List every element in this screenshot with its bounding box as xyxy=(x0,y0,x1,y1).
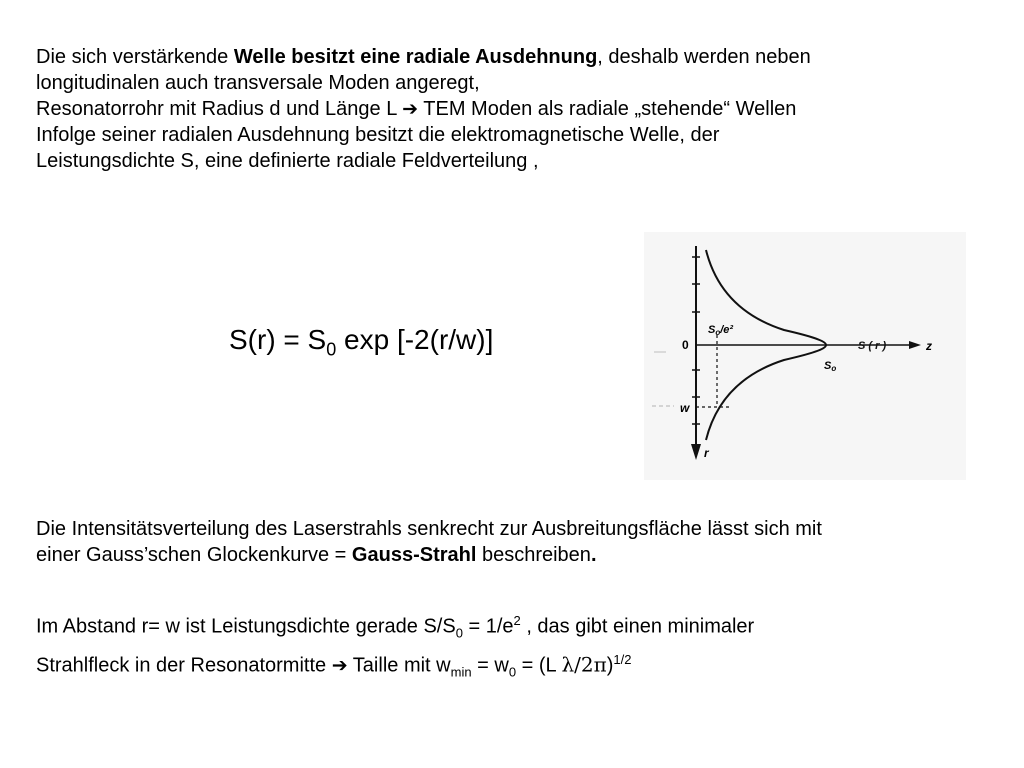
label-s-of-r: S ( r ) xyxy=(858,340,887,352)
intro-paragraph xyxy=(36,44,996,174)
intro-line-3: Resonatorrohr mit Radius d und Länge L ➔ TEM Moden als radiale „stehende“ Wellen xyxy=(36,98,797,120)
intro-line-5: Leistungsdichte S, eine definierte radiale Feldverteilung , xyxy=(36,150,539,172)
label-s0-over-e2: So/e² xyxy=(708,324,734,337)
label-zero: 0 xyxy=(682,338,689,352)
intro-line-4: Infolge seiner radialen Ausdehnung besitzt die elektromagnetische Welle, der xyxy=(36,124,720,146)
intro-line-2: longitudinalen auch transversale Moden angeregt, xyxy=(36,72,480,94)
right-arrow-icon: ➔ xyxy=(331,654,348,677)
lambda-over-2pi: λ/2π xyxy=(561,652,607,677)
gauss-profile-diagram xyxy=(644,232,966,480)
label-s0: So xyxy=(824,360,837,373)
right-arrow-icon: ➔ xyxy=(402,98,419,120)
gauss-profile-figure xyxy=(644,232,966,480)
waist-paragraph xyxy=(36,608,996,685)
label-z: z xyxy=(926,339,932,353)
intro-line-1: Die sich verstärkende Welle besitzt eine radiale Ausdehnung, deshalb werden neben xyxy=(36,46,811,68)
r-axis-arrowhead xyxy=(691,444,701,460)
waist-line-1: Im Abstand r= w ist Leistungsdichte gerade $S/S_0 = 1/e^2$ , das gibt einen minimaler xyxy=(36,613,755,641)
waist-line-2: Strahlfleck in der Resonatormitte ➔ Taille mit $w_{min} = w_0 = (L$ λ/2π)$^{1/2}$ xyxy=(36,651,632,680)
intensity-line-2: einer Gauss’schen Glockenkurve = Gauss-Strahl beschreiben. xyxy=(36,544,597,566)
gauss-strahl-term: Gauss-Strahl xyxy=(351,544,477,566)
gauss-formula: $S(r) = S_0$ exp [-2(r/w)] xyxy=(229,324,494,360)
label-w: w xyxy=(680,401,690,415)
intro-bold-phrase: Welle besitzt eine radiale Ausdehnung xyxy=(233,46,598,68)
intensity-paragraph xyxy=(36,516,996,568)
label-r: r xyxy=(704,446,709,460)
z-axis-arrowhead xyxy=(909,341,921,349)
intensity-line-1: Die Intensitätsverteilung des Laserstrahls senkrecht zur Ausbreitungsfläche lässt sich mit xyxy=(36,518,822,540)
